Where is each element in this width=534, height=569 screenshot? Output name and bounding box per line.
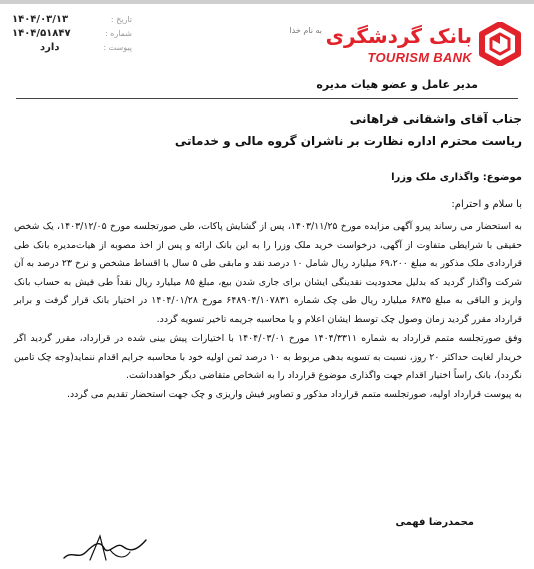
addressee-name: جناب آقای واشقانی فراهانی — [349, 112, 522, 126]
bank-name-fa: بانک گردشگری — [325, 24, 472, 48]
letter-subject: موضوع: واگذاری ملک وزرا — [391, 172, 522, 183]
number-value: ۱۴۰۴/۵۱۸۴۷ — [12, 28, 71, 39]
number-row — [12, 28, 132, 42]
attachment-label: پیوست : — [103, 43, 132, 52]
bank-logo — [316, 22, 522, 68]
salutation: با سلام و احترام: — [451, 199, 522, 210]
signer-name: محمدرضا فهمی — [395, 517, 474, 528]
date-value: ۱۴۰۴/۰۳/۱۳ — [12, 14, 69, 25]
body-paragraph: به استحضار می رساند پیرو آگهی مزایده مورخ ۱۴۰۳/۱۱/۲۵، پس از گشایش پاکات، طی صورتجلسه مورخ ۱۴۰۳/۱۲/۰۵، یک شخص حقیقی با شرایطی متفاوت از آگهی، درخواست خرید ملک وزرا را به این بانک ارائه و پس از اخذ مصوبه از هیات‌مدیره بانک طی قراردادی ملک مذکور به مبلغ ۶۹،۲۰۰ میلیارد ریال شامل ۱۰ درصد نقد و مابقی طی ۵ سال با اقساط مشخص و نرخ ۲۳ درصد به آن شرکت واگذار گردید که بدلیل محدودیت نقدینگی ایشان برای جاری شدن بیع، مبلغ ۸۵ میلیارد ریال نقداً طی فیش به حساب بانک واریز و الباقی به مبلغ ۶۸۳۵ میلیارد ریال طی چک شماره ۶۴۸۹۰۴/۱۰۷۸۳۱ مورخ ۱۴۰۴/۰۱/۲۸ در اختیار بانک قرار گرفت و برابر قرارداد مقرر گردید زمان وصول چک توسط ایشان اعلام و یا محاسبه جریمه تاخیر تسویه گردد. — [14, 221, 522, 325]
bename-heading: به نام خدا — [289, 26, 322, 35]
letter-meta — [12, 14, 132, 56]
top-band — [0, 0, 534, 4]
tourism-bank-logo-icon — [478, 22, 522, 66]
date-label: تاریخ : — [110, 15, 132, 24]
body-paragraph: به پیوست قرارداد اولیه، صورتجلسه متمم قرارداد مذکور و تصاویر فیش واریزی و چک جهت استحضار تقدیم می گردد. — [66, 389, 522, 401]
bank-name-en: TOURISM BANK — [367, 50, 472, 65]
attachment-value: دارد — [40, 42, 60, 53]
body-paragraph: وفق صورتجلسه متمم قرارداد به شماره ۱۴۰۴/۳۳۱۱ مورخ ۱۴۰۴/۰۳/۰۱ با اختیارات پیش بینی شده در قرارداد، مقرر گردید اگر خریدار لغایت حداکثر ۲۰ روز، نسبت به تسویه بدهی مربوط به ۱۰ درصد ثمن اولیه خود با محاسبه جرایم اقدام ننماید(وجه چک تامین نگردد)، بانک راساً اختیار اقدام جهت واگذاری موضوع قرارداد را به اشخاص متقاضی دیگر خواهدداشت. — [14, 333, 523, 382]
number-label: شماره : — [104, 29, 132, 38]
header-divider — [16, 98, 518, 99]
addressee-title: ریاست محترم اداره نظارت بر ناشران گروه مالی و خدماتی — [174, 134, 522, 148]
handwritten-signature — [60, 530, 150, 566]
office-title: مدیر عامل و عضو هیات مدیره — [316, 78, 478, 91]
letter-body — [14, 218, 522, 405]
date-row — [12, 14, 132, 28]
attachment-row — [12, 42, 132, 56]
